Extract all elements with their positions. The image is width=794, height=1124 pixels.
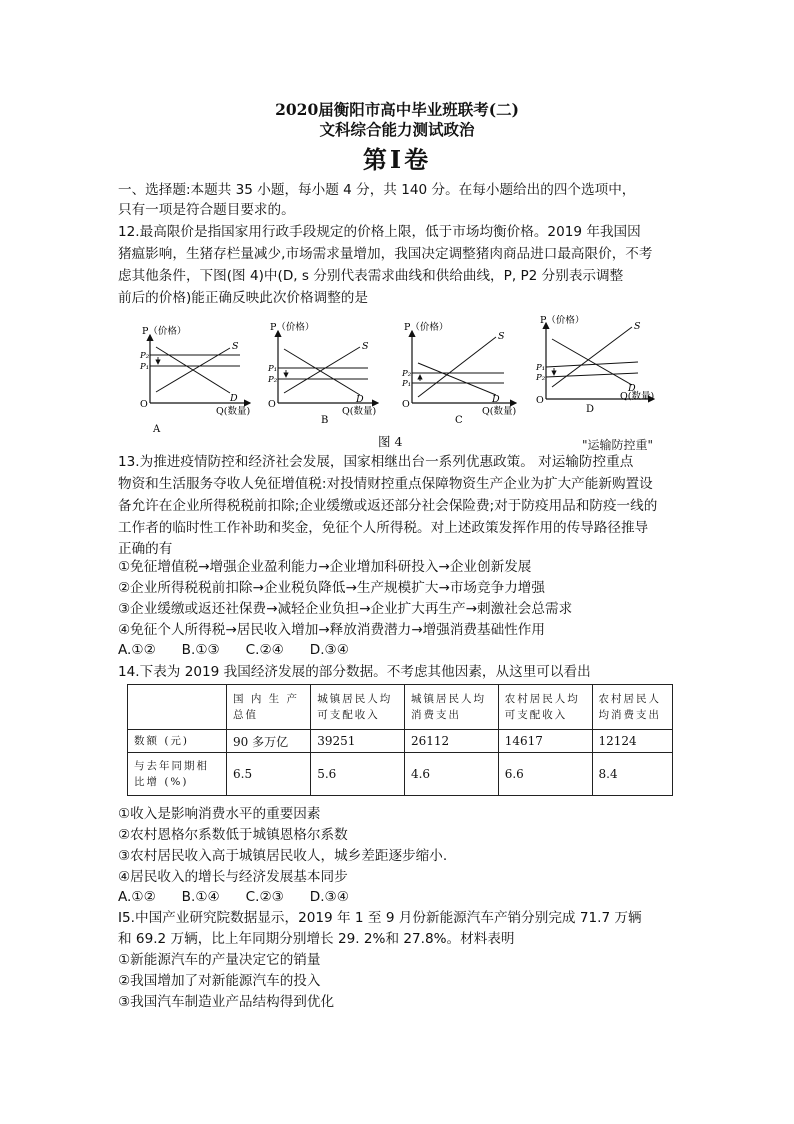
figure-corner-text: "运输防控重" (582, 438, 654, 452)
graph-b (267, 321, 378, 426)
instructions-line: 一、选择题:本题共 35 小题，每小题 4 分，共 140 分。在每小题给出的四个选项中， (118, 182, 636, 198)
table-row-label: 与去年同期相 比增 (%) (128, 753, 227, 796)
q12-stem-line: 前后的价格)能正确反映此次价格调整的是 (118, 290, 368, 306)
graph-a-origin: O (140, 399, 148, 410)
q13-options: A.①② B.①③ C.②④ D.③④ (118, 642, 349, 658)
table-cell: 39251 (311, 730, 405, 753)
q12-stem-line: 猪瘟影响，生猪存栏量减少,市场需求量增加，我国决定调整猪肉商品进口最高限价，不考 (118, 246, 653, 262)
q12-stem-line: 虑其他条件，下图(图 4)中(D, s 分别代表需求曲线和供给曲线，P, P2 分别表示调整 (118, 268, 624, 284)
graph-a-option-label: A (153, 424, 161, 433)
graph-b-x-label: Q(数量) (342, 406, 377, 417)
exam-title: 2020届衡阳市高中毕业班联考(二) (275, 100, 519, 119)
table-header-cell: 城镇居民人均 消费支出 (404, 685, 498, 730)
graph-d (535, 315, 654, 415)
figure-4-price-graphs (128, 315, 668, 433)
graph-d-origin: O (536, 395, 544, 406)
table-row-label: 数额 (元) (128, 730, 227, 753)
q13-stem-line: 备允许在企业所得税税前扣除;企业缓缴或返还部分社会保险费;对于防疫用品和防疫一线的 (118, 498, 658, 514)
graph-c-p1-label: P₁ (402, 379, 412, 389)
graph-b-d-label: D (356, 394, 364, 405)
table-header-cell: 农村居民人均 可支配收入 (498, 685, 592, 730)
graph-a-d-label: D (230, 393, 238, 404)
graph-a-p2-label: P₂ (140, 351, 150, 361)
table-cell: 5.6 (311, 753, 405, 796)
instructions-line: 只有一项是符合题目要求的。 (118, 202, 295, 218)
table-cell: 26112 (404, 730, 498, 753)
q14-options: A.①② B.①④ C.②③ D.③④ (118, 889, 349, 905)
graph-b-origin: O (268, 399, 276, 410)
q12-stem-line: 12.最高限价是指国家用行政手段规定的价格上限，低于市场均衡价格。2019 年我国因 (118, 224, 641, 240)
q15-choice: ②我国增加了对新能源汽车的投入 (118, 973, 321, 989)
graph-a-x-label: Q(数量) (216, 406, 251, 417)
q15-choice: ③我国汽车制造业产品结构得到优化 (118, 994, 335, 1010)
table-header-cell: 农村居民人 均消费支出 (592, 685, 673, 730)
table-cell: 4.6 (404, 753, 498, 796)
graph-a-s-label: S (232, 341, 239, 352)
graph-b-option-label: B (321, 415, 329, 426)
table-header-cell: 国 内 生 产 总值 (227, 685, 311, 730)
graph-d-s-label: S (634, 321, 641, 332)
table-cell: 8.4 (592, 753, 673, 796)
q14-choice: ②农村恩格尔系数低于城镇恩格尔系数 (118, 827, 348, 843)
graph-c-origin: O (402, 399, 410, 410)
graph-d-y-label: P（价格） (540, 315, 585, 326)
graph-d-d-label: D (628, 383, 636, 394)
q15-stem-line: I5.中国产业研究院数据显示，2019 年 1 至 9 月份新能源汽车产销分别完成 71.7 万辆 (118, 910, 642, 926)
graph-c-y-label: P（价格） (404, 322, 449, 333)
q13-stem-line: 13.为推进疫情防控和经济社会发展，国家相继出台一系列优惠政策。 对运输防控重点 (118, 454, 634, 470)
exam-subtitle: 文科综合能力测试政治 (319, 120, 475, 139)
q13-choice: ②企业所得税税前扣除→企业税负降低→生产规模扩大→市场竞争力增强 (118, 580, 545, 596)
figure-caption: 图 4 (378, 434, 403, 449)
graph-b-s-label: S (362, 341, 369, 352)
table-header-cell (128, 685, 227, 730)
graph-d-p1-label: P₁ (536, 363, 546, 373)
graph-a (139, 325, 250, 433)
q15-stem-line: 和 69.2 万辆，比上年同期分别增长 29. 2%和 27.8%。材料表明 (118, 931, 515, 947)
graph-b-p2-label: P₂ (268, 375, 278, 385)
graph-b-p1-label: P₁ (268, 364, 278, 374)
table-header-row (128, 685, 673, 730)
q13-stem-line: 工作者的临时性工作补助和奖金，免征个人所得税。对上述政策发挥作用的传导路径推导 (118, 520, 649, 536)
graph-b-y-label: P（价格） (270, 322, 315, 333)
volume-heading: 第Ⅰ卷 (362, 145, 432, 174)
q14-stem: 14.下表为 2019 我国经济发展的部分数据。不考虑其他因素，从这里可以看出 (118, 664, 591, 680)
economic-data-table (127, 684, 673, 796)
graph-c-s-label: S (498, 331, 505, 342)
table-cell: 14617 (498, 730, 592, 753)
table-row (128, 730, 673, 753)
q14-choice: ④居民收入的增长与经济发展基本同步 (118, 869, 348, 885)
table-cell: 6.6 (498, 753, 592, 796)
graph-c-p2-label: P₂ (402, 369, 412, 379)
table-header-cell: 城镇居民人均 可支配收入 (311, 685, 405, 730)
q13-choice: ①免征增值税→增强企业盈利能力→企业增加科研投入→企业创新发展 (118, 559, 532, 575)
graph-a-p1-label: P₁ (140, 362, 150, 372)
q13-choice: ③企业缓缴或返还社保费→减轻企业负担→企业扩大再生产→刺激社会总需求 (118, 601, 573, 617)
graph-c-d-label: D (492, 394, 500, 405)
graph-c-option-label: C (455, 415, 463, 426)
table-cell: 12124 (592, 730, 673, 753)
graph-d-option-label: D (586, 404, 595, 415)
q15-choice: ①新能源汽车的产量决定它的销量 (118, 952, 321, 968)
q13-stem-line: 正确的有 (118, 541, 173, 557)
graph-d-x-label: Q(数量) (620, 391, 655, 402)
table-cell: 90 多万亿 (227, 730, 311, 753)
table-cell: 6.5 (227, 753, 311, 796)
q14-choice: ③农村居民收入高于城镇居民收人，城乡差距逐步缩小. (118, 848, 448, 864)
graph-a-y-label: P（价格） (142, 326, 187, 337)
table-row (128, 753, 673, 796)
q13-choice: ④免征个人所得税→居民收入增加→释放消费潜力→增强消费基础性作用 (118, 622, 545, 638)
graph-c (401, 321, 516, 426)
q14-choice: ①收入是影响消费水平的重要因素 (118, 806, 321, 822)
graph-c-x-label: Q(数量) (482, 406, 517, 417)
graph-d-p2-label: P₂ (536, 373, 546, 383)
q13-stem-line: 物资和生活服务夺收人免征增值税:对投情财控重点保障物资生产企业为扩大产能新购置设 (118, 476, 653, 492)
